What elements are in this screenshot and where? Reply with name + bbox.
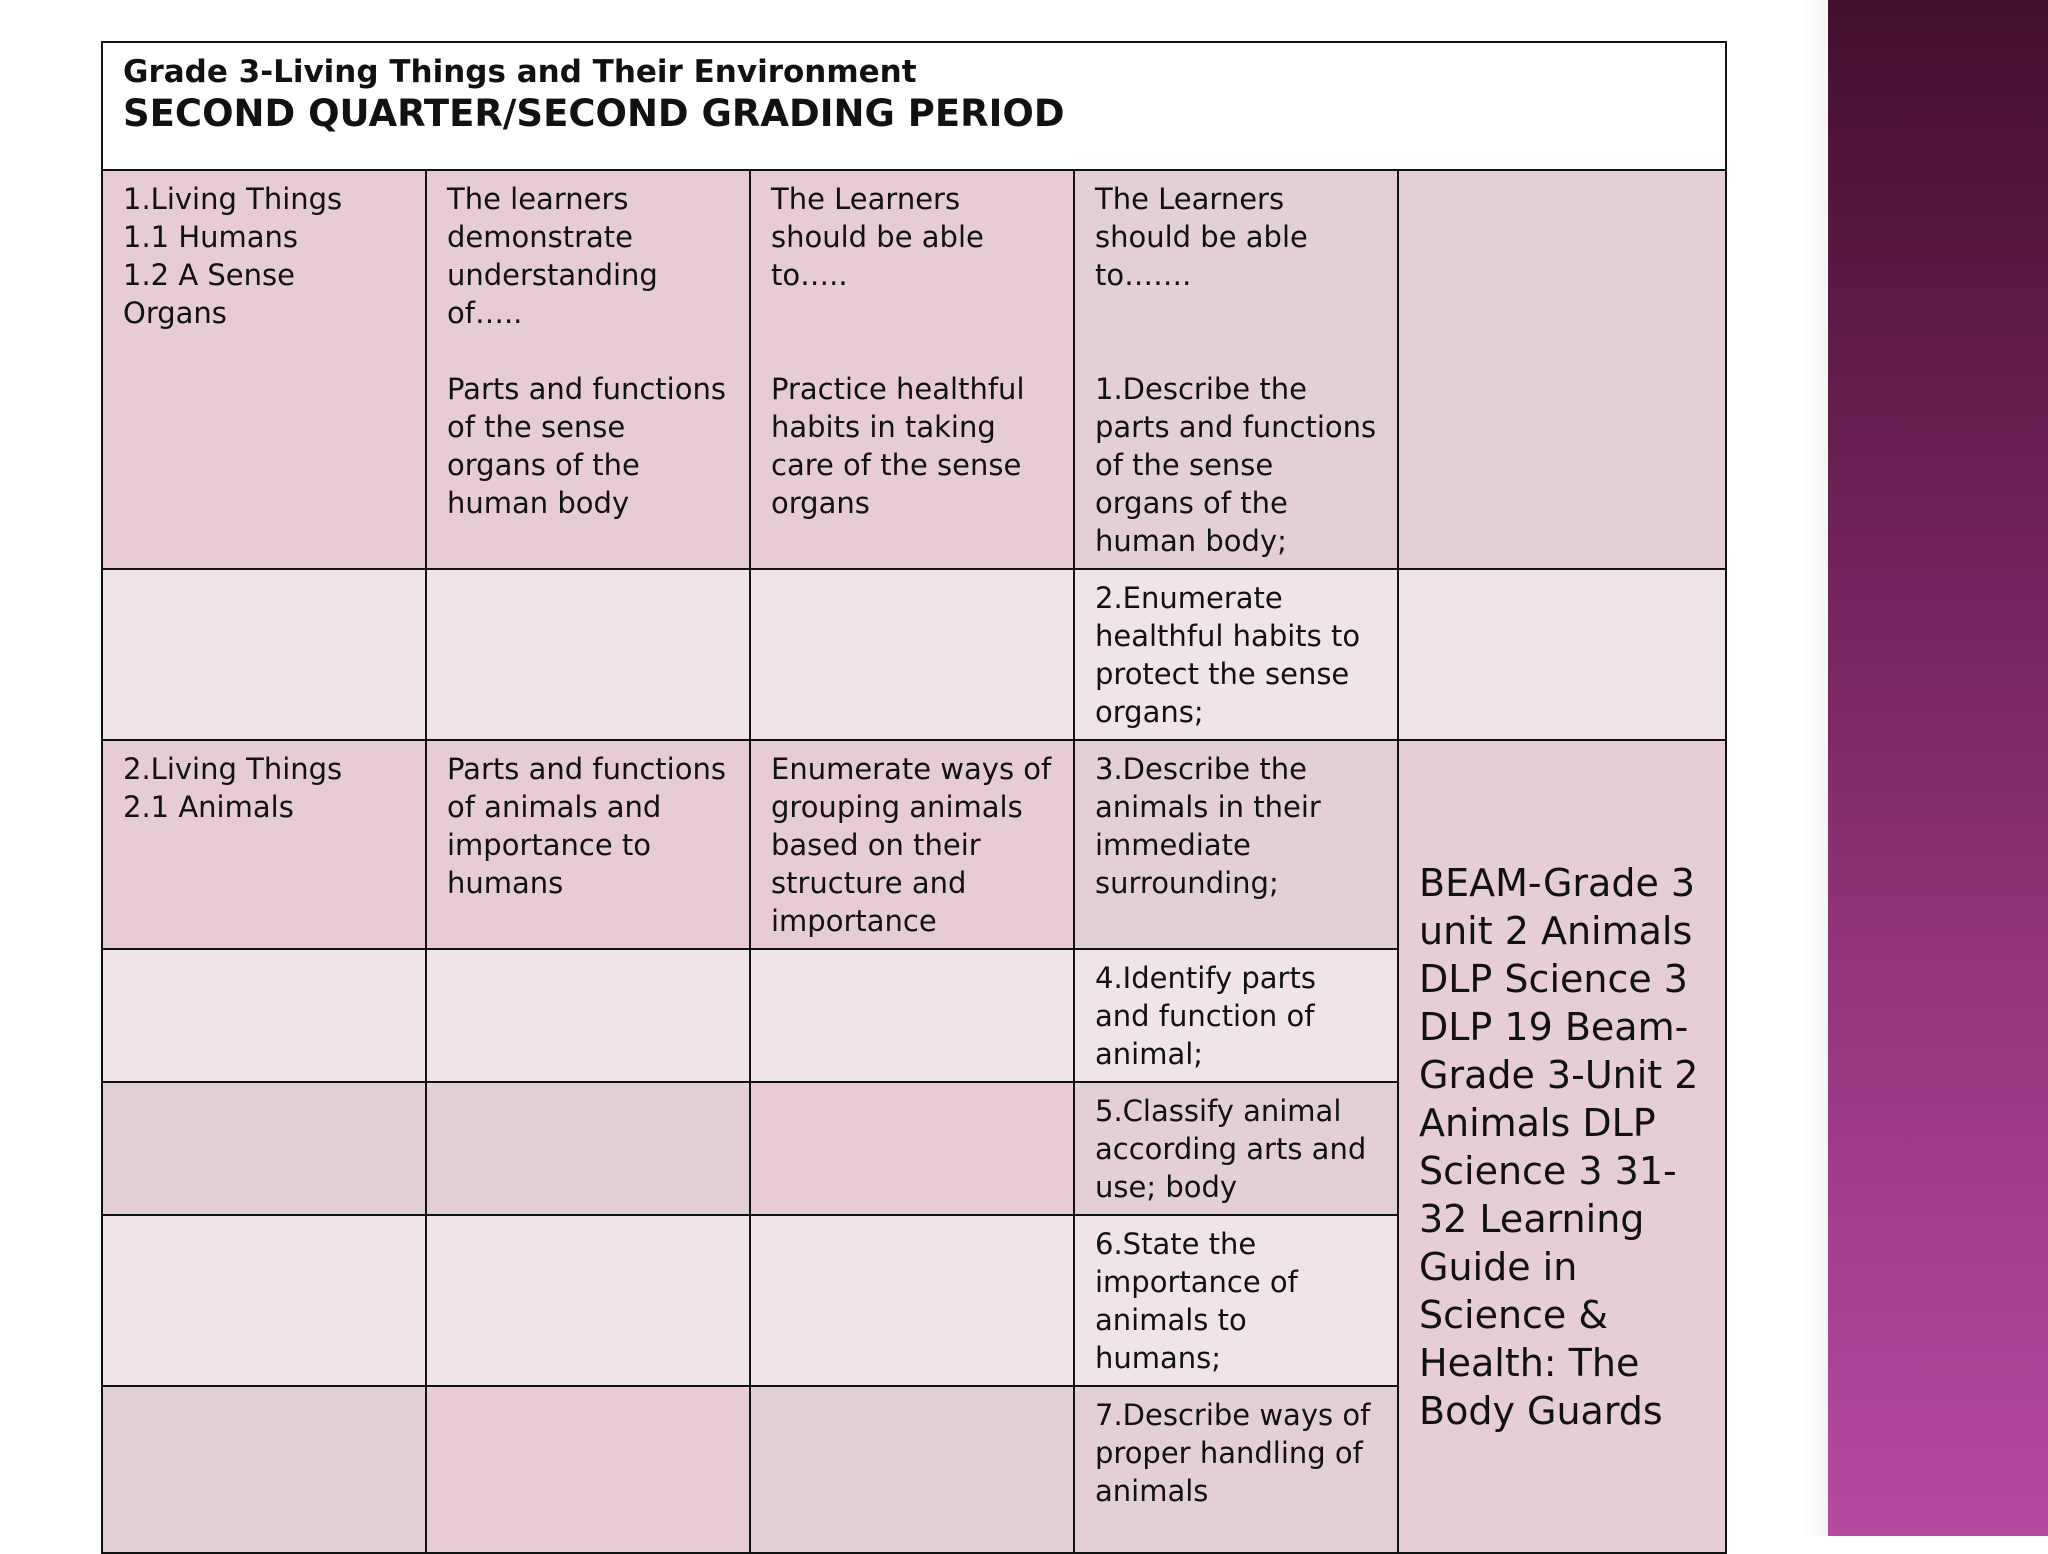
table-header-row [102,42,1726,170]
standard-cell [426,949,750,1082]
curriculum-table [101,41,1727,1554]
document-title: SECOND QUARTER/SECOND GRADING PERIOD [123,92,1065,135]
competency-cell: 6.State the importance of animals to humans; [1074,1215,1398,1386]
performance-cell [750,1082,1074,1215]
competency-cell: 3.Describe the animals in their immediate surrounding; [1074,740,1398,949]
standard-cell [426,1386,750,1553]
resources-cell: BEAM-Grade 3 unit 2 Animals DLP Science 3 DLP 19 Beam-Grade 3-Unit 2 Animals DLP Science 3 31-32 Learning Guide in Science & Health: The Body Guards [1398,740,1726,1553]
content-cell [102,1215,426,1386]
content-cell: 2.Living Things 2.1 Animals [102,740,426,949]
standard-cell [426,1215,750,1386]
table-row [102,740,1726,949]
table-row [102,569,1726,740]
content-cell [102,949,426,1082]
standard-cell: Parts and functions of animals and importance to humans [426,740,750,949]
competency-cell: 5.Classify animal according arts and use; body [1074,1082,1398,1215]
performance-cell: Enumerate ways of grouping animals based on their structure and importance [750,740,1074,949]
document-subtitle: Grade 3-Living Things and Their Environment [123,54,917,90]
competency-cell: The Learners should be able to……. 1.Describe the parts and functions of the sense organs of the human body; [1074,170,1398,569]
decorative-side-band [1828,0,2048,1536]
performance-cell [750,569,1074,740]
resources-cell [1398,569,1726,740]
resources-cell [1398,170,1726,569]
performance-cell: The Learners should be able to….. Practice healthful habits in taking care of the sense organs [750,170,1074,569]
competency-cell: 4.Identify parts and function of animal; [1074,949,1398,1082]
standard-cell: The learners demonstrate understanding of….. Parts and functions of the sense organs of the human body [426,170,750,569]
content-cell [102,569,426,740]
table-header-cell [102,42,1726,170]
standard-cell [426,569,750,740]
content-cell [102,1082,426,1215]
standard-cell [426,1082,750,1215]
competency-cell: 7.Describe ways of proper handling of animals [1074,1386,1398,1553]
performance-cell [750,949,1074,1082]
performance-cell [750,1215,1074,1386]
content-cell: 1.Living Things 1.1 Humans 1.2 A Sense Organs [102,170,426,569]
performance-cell [750,1386,1074,1553]
competency-cell: 2.Enumerate healthful habits to protect the sense organs; [1074,569,1398,740]
table-row [102,170,1726,569]
content-cell [102,1386,426,1553]
